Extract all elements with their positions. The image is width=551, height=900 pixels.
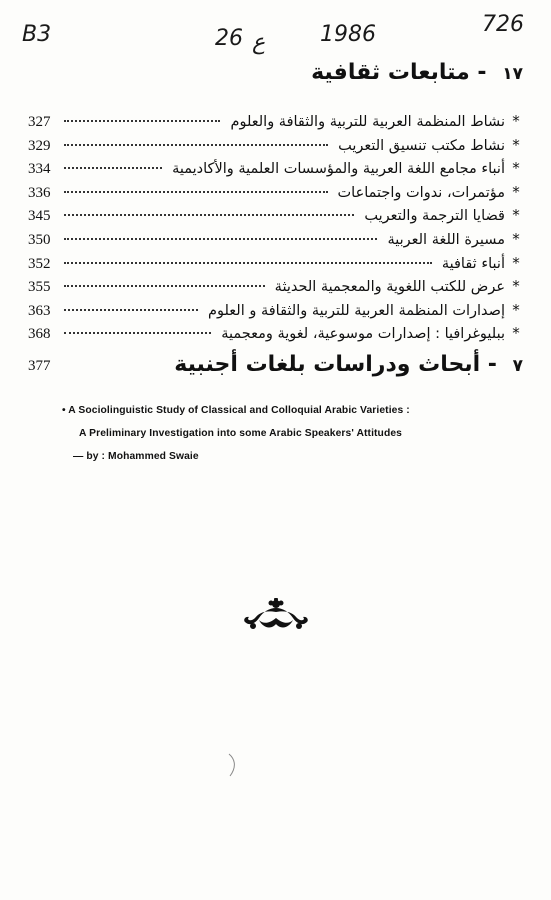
english-title-line-1: • A Sociolinguistic Study of Classical and Colloquial Arabic Varieties : <box>62 405 410 416</box>
handwritten-ref: 726 <box>482 12 524 37</box>
section-4-title: متابعات ثقافية <box>311 60 470 85</box>
handwritten-b3: B3 <box>22 22 52 47</box>
toc-page: 350 <box>28 231 51 248</box>
bullet-asterisk: * <box>512 324 520 343</box>
bullet-asterisk: * <box>512 206 520 225</box>
bullet-asterisk: * <box>512 300 520 319</box>
toc-title: أنباء مجامع اللغة العربية والمؤسسات العلمية والأكاديمية <box>172 161 505 178</box>
toc-page: 334 <box>28 161 51 178</box>
bullet-asterisk: * <box>512 159 520 178</box>
toc-title: نشاط المنظمة العربية للتربية والثقافة والعلوم <box>230 114 505 130</box>
section-5-heading <box>174 352 523 377</box>
toc-page: 329 <box>28 137 51 154</box>
bullet-asterisk: * <box>512 112 520 130</box>
toc-row[interactable] <box>28 136 527 160</box>
toc-row[interactable] <box>28 324 527 348</box>
dot-leader <box>64 191 328 193</box>
english-author: — by : Mohammed Swaie <box>73 451 199 462</box>
section-5-number: ٧ <box>512 356 523 376</box>
dot-leader <box>64 120 220 122</box>
toc-page: 327 <box>28 114 51 130</box>
dot-leader <box>64 144 328 146</box>
toc-title: إصدارات المنظمة العربية للتربية والثقافة و العلوم <box>208 302 505 319</box>
section-4-number: ١٧ <box>502 64 523 84</box>
dot-leader <box>64 167 162 169</box>
toc-row[interactable] <box>28 183 527 207</box>
dot-leader <box>64 332 211 334</box>
section-5-page: 377 <box>28 358 51 374</box>
ornamental-fleuron-icon <box>243 598 309 634</box>
toc-page: 345 <box>28 208 51 225</box>
toc-row[interactable] <box>28 254 527 278</box>
bullet-asterisk: * <box>512 135 520 154</box>
toc-title: ببليوغرافيا : إصدارات موسوعية، لغوية ومعجمية <box>221 326 505 343</box>
toc-title: عرض للكتب اللغوية والمعجمية الحديثة <box>274 279 505 296</box>
toc-page: 363 <box>28 302 51 319</box>
handwritten-issue-letter: ع <box>252 30 266 55</box>
toc-title: أنباء ثقافية <box>441 255 505 272</box>
toc-title: مسيرة اللغة العربية <box>387 231 505 248</box>
toc-title: نشاط مكتب تنسيق التعريب <box>338 137 505 154</box>
dot-leader <box>64 238 377 240</box>
toc-row[interactable] <box>28 112 527 136</box>
section-4-heading <box>311 60 523 85</box>
toc-row[interactable] <box>28 159 527 183</box>
bullet-asterisk: * <box>512 182 520 201</box>
section-4-dash: - <box>477 60 487 85</box>
toc-page: 368 <box>28 326 51 343</box>
toc-page: 352 <box>28 255 51 272</box>
english-title-line-2: A Preliminary Investigation into some Arabic Speakers' Attitudes <box>79 428 402 439</box>
bullet-asterisk: * <box>512 253 520 272</box>
dot-leader <box>64 214 354 216</box>
dot-leader <box>64 309 198 311</box>
scan-artifact-mark <box>226 752 240 778</box>
handwritten-year: 1986 <box>320 22 376 47</box>
section-5-dash: - <box>487 352 497 377</box>
toc-page: 355 <box>28 279 51 296</box>
toc-list <box>28 112 527 348</box>
dot-leader <box>64 285 265 287</box>
handwritten-issue-number: 26 <box>215 26 243 51</box>
toc-title: قضايا الترجمة والتعريب <box>364 208 505 225</box>
bullet-asterisk: * <box>512 229 520 248</box>
toc-row[interactable] <box>28 277 527 301</box>
toc-row[interactable] <box>28 230 527 254</box>
toc-page: 336 <box>28 184 51 201</box>
toc-row[interactable] <box>28 206 527 230</box>
dot-leader <box>64 262 432 264</box>
toc-row[interactable] <box>28 301 527 325</box>
section-5-title: أبحاث ودراسات بلغات أجنبية <box>174 352 481 377</box>
bullet-asterisk: * <box>512 277 520 296</box>
toc-title: مؤتمرات، ندوات واجتماعات <box>337 184 505 201</box>
